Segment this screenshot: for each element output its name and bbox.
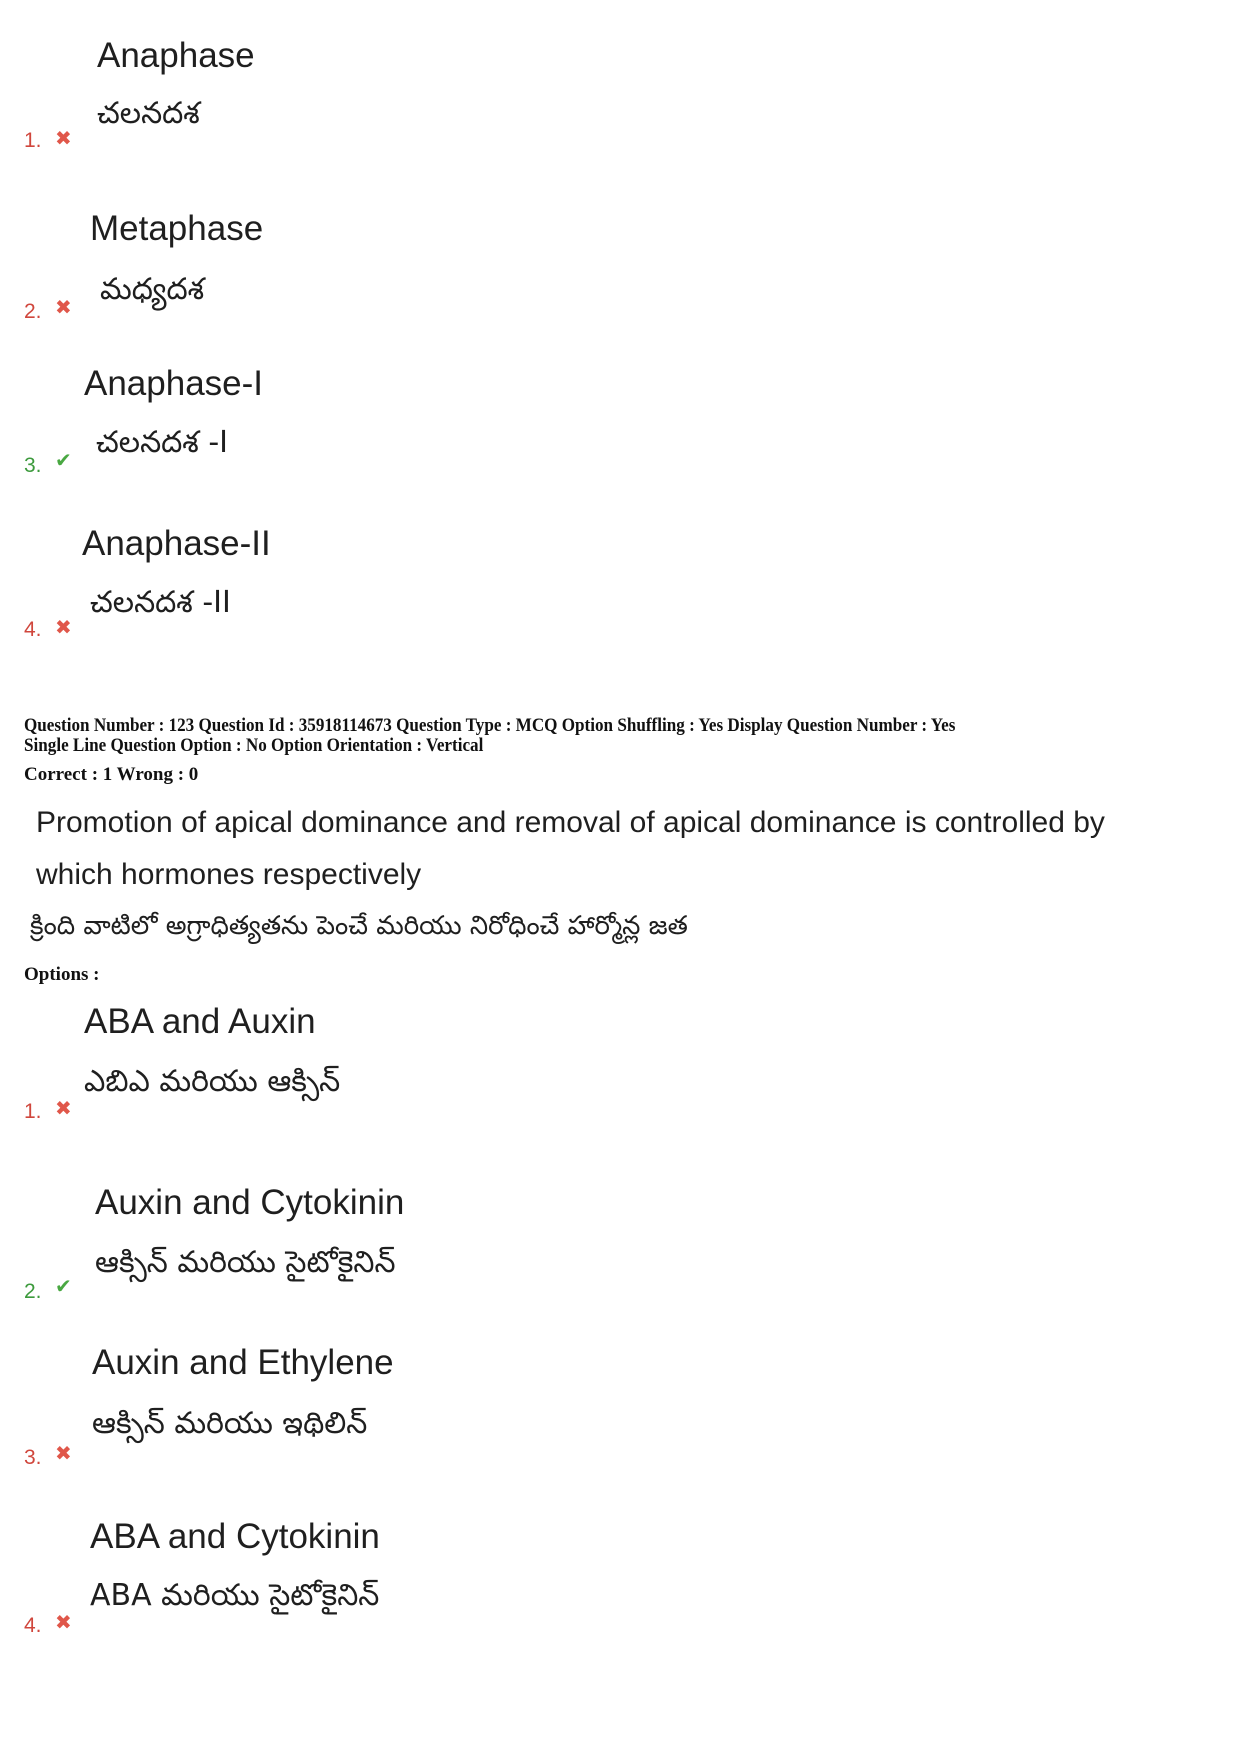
- check-mark-icon: ✔: [55, 448, 72, 472]
- question-text-en-line-2: which hormones respectively: [36, 858, 422, 891]
- wrong-mark-icon: ✖: [55, 1610, 72, 1634]
- wrong-mark-icon: ✖: [55, 1441, 72, 1465]
- option-text-te: ABA మరియు సైటోకైనిన్: [90, 1578, 380, 1613]
- option-number: 1.: [24, 1100, 42, 1123]
- question-meta-line-1: Question Number : 123 Question Id : 35918114673 Question Type : MCQ Option Shuffling : Yes Display Question Number : Yes: [24, 715, 956, 736]
- option-number: 3.: [24, 1446, 42, 1469]
- option-number: 4.: [24, 618, 42, 641]
- option-text-te: ఆక్సిన్ మరియు ఇథిలిన్: [92, 1406, 368, 1441]
- check-mark-icon: ✔: [55, 1274, 72, 1298]
- option-text-en: Anaphase-II: [82, 524, 271, 563]
- option-number: 3.: [24, 454, 42, 477]
- wrong-mark-icon: ✖: [55, 295, 72, 319]
- options-label: Options :: [24, 964, 100, 985]
- option-text-en: Auxin and Ethylene: [92, 1343, 394, 1382]
- question-text-te: క్రింది వాటిలో అగ్రాధిత్యతను పెంచే మరియు నిరోధించే హార్మోన్ల జత: [30, 911, 688, 941]
- option-text-en: ABA and Auxin: [84, 1002, 316, 1041]
- option-number: 2.: [24, 300, 42, 323]
- question-text-en-line-1: Promotion of apical dominance and removal of apical dominance is controlled by: [36, 806, 1105, 839]
- option-text-te: ఆక్సిన్ మరియు సైటోకైనిన్: [95, 1245, 396, 1280]
- option-text-te: చలనదశ -II: [90, 585, 231, 620]
- option-text-te: మధ్యదశ: [100, 272, 205, 307]
- option-text-te: చలనదశ: [97, 96, 200, 131]
- option-number: 2.: [24, 1280, 42, 1303]
- option-text-te: చలనదశ -I: [96, 425, 229, 460]
- wrong-mark-icon: ✖: [55, 615, 72, 639]
- option-text-en: Auxin and Cytokinin: [95, 1183, 405, 1222]
- option-text-en: Metaphase: [90, 209, 264, 248]
- wrong-mark-icon: ✖: [55, 1096, 72, 1120]
- question-meta-line-2: Single Line Question Option : No Option Orientation : Vertical: [24, 735, 484, 756]
- option-number: 4.: [24, 1614, 42, 1637]
- option-number: 1.: [24, 129, 42, 152]
- option-text-te: ఎబిఎ మరియు ఆక్సిన్: [84, 1064, 341, 1099]
- option-text-en: Anaphase: [97, 36, 255, 75]
- option-text-en: Anaphase-I: [84, 364, 264, 403]
- option-text-en: ABA and Cytokinin: [90, 1517, 380, 1556]
- question-marks: Correct : 1 Wrong : 0: [24, 764, 199, 785]
- wrong-mark-icon: ✖: [55, 126, 72, 150]
